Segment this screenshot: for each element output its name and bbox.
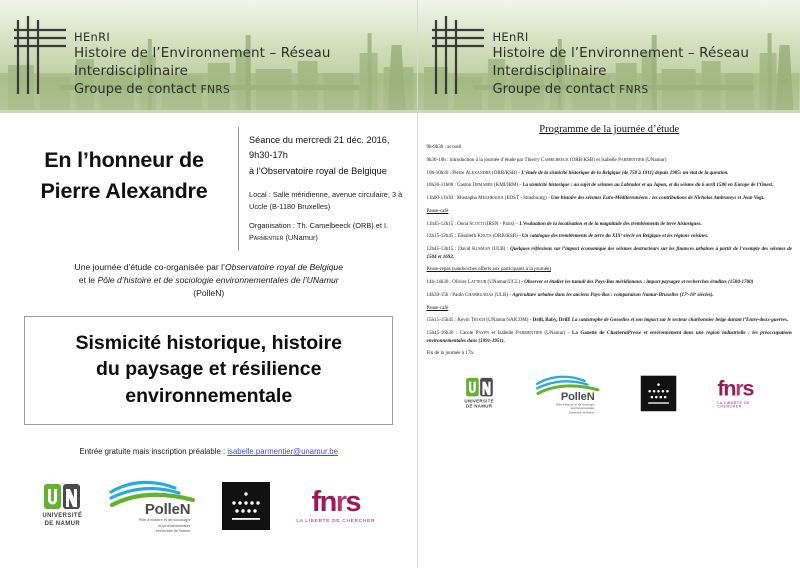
programme-plain: accueil xyxy=(447,144,462,150)
banner-right-line-2: Histoire de l’Environnement – Réseau Interdisciplinaire xyxy=(492,45,750,79)
programme-item xyxy=(426,246,792,261)
venue-info: Local : Salle méridienne, avenue circulaire, 3 à Uccle (B-1180 Bruxelles) xyxy=(249,190,403,211)
programme-time: 12h45-13h15 : xyxy=(426,246,459,252)
programme-mid: (ORB/KSB) - xyxy=(491,233,522,240)
programme-plain: Pierre xyxy=(452,169,466,176)
programme-time: 15h15-15h45 : xyxy=(426,317,458,324)
page-right xyxy=(417,0,800,568)
session-meta xyxy=(238,127,407,251)
registration-text: Entrée gratuite mais inscription préalable : xyxy=(79,447,228,457)
banner-right-line-3 xyxy=(492,81,794,98)
logo-bar-left xyxy=(0,476,417,534)
programme-italic: Une histoire des séismes Euro-Méditerranéens : les contributions de Nicholas Ambraseys et Jean Vogt. xyxy=(550,195,765,201)
programme-item xyxy=(426,279,792,287)
programme-item xyxy=(426,233,792,241)
pollen-wordmark: PolleN xyxy=(144,501,191,519)
programme-time: 11h45-12h15 : xyxy=(426,220,458,227)
logo-pollen-right xyxy=(536,372,600,415)
banner-line-3 xyxy=(74,81,411,98)
programme-sc1: Payen xyxy=(475,330,490,337)
programme-mid2: (UNamur) - xyxy=(542,330,573,337)
unamur-wordmark xyxy=(42,513,82,528)
programme-item xyxy=(426,195,792,203)
logo-fnrs-right xyxy=(718,378,754,408)
programme-bold: Drill, Baby, Drill! xyxy=(532,317,571,324)
banner-line-3-small: FNRS xyxy=(200,83,231,96)
programme-time: 9h30-10h : xyxy=(426,156,450,163)
session-line-3: à l’Observatoire royal de Belgique xyxy=(249,165,387,176)
programme-sc2: Parmentier xyxy=(515,330,542,337)
programme-break: Pause-repas (sandwiches offerts aux participants à la journée) xyxy=(426,266,551,273)
programme-mid: (UNamur/SAICOM) - xyxy=(485,317,533,324)
banner-rule-right xyxy=(418,110,800,113)
programme-break: Pause-café xyxy=(426,304,449,311)
programme-sc1: Scotti xyxy=(469,220,484,227)
banner-text-left xyxy=(74,30,411,98)
eu-stars-icon xyxy=(222,482,270,530)
fnrs-part-1: fn xyxy=(311,485,336,518)
banner-right-line-1: HEnRI xyxy=(492,30,529,44)
programme-tail: (UNamur) xyxy=(644,156,667,163)
programme-time: 10h30-11h00 : xyxy=(426,182,458,189)
programme-sc1: Charruadas xyxy=(465,291,494,298)
programme-item xyxy=(426,170,792,178)
fnrs-right-part-1: fn xyxy=(717,376,736,401)
programme-plain: Olivier xyxy=(452,279,468,286)
organisation-suffix: (UNamur) xyxy=(283,232,318,242)
fnrs-right-part-2: s xyxy=(742,376,754,401)
banner-left xyxy=(0,0,417,113)
banner-text-right xyxy=(492,30,794,98)
honour-line-2: Pierre Alexandre xyxy=(40,178,208,203)
session-details xyxy=(249,133,403,179)
henri-logo-mark-right xyxy=(430,8,486,98)
programme-title: Programme de la journée d’étude xyxy=(539,124,680,135)
unamur-icon-right xyxy=(466,377,494,397)
programme-mid: (ULB) : xyxy=(490,246,511,252)
banner-right-line-3-main: Groupe de contact xyxy=(492,81,620,97)
programme-italic: La catastrophe de Gosselies et son impact sur le secteur charbonnier belge durant l’Entre-deux-guerres. xyxy=(570,317,789,324)
event-title-box xyxy=(24,316,393,426)
pollen-subtitle xyxy=(108,518,190,534)
programme-italic2: (1891-1951). xyxy=(478,337,505,344)
event-title-line-2: du paysage et résilience xyxy=(96,358,322,381)
programme-time: 12h15-12h45 : xyxy=(426,233,458,240)
programme-mid: (IRSN - Paris) – xyxy=(483,220,520,227)
programme-mid: et Isabelle xyxy=(489,330,516,337)
programme-mid: (EOST - Strasbourg) - xyxy=(503,195,551,201)
programme-mid: (UNamur/UCL) - xyxy=(486,279,525,286)
pollen-subtitle-2: Université de Namur xyxy=(155,529,191,534)
co-organisers-note xyxy=(0,251,417,300)
logo-bar-right xyxy=(464,372,754,415)
programme-time: 14h-14h30 : xyxy=(426,279,453,286)
fnrs-wordmark-right xyxy=(718,378,754,399)
honour-line-1: En l’honneur de xyxy=(44,148,204,172)
programme-list xyxy=(418,144,800,358)
programme-break: Pause-café xyxy=(426,207,449,214)
programme-plain: Elisabeth xyxy=(457,233,478,240)
programme-time: 14h30-15h : xyxy=(426,291,453,298)
programme-mid: (ORB/KSB) - xyxy=(490,169,522,176)
eu-stars-icon-right xyxy=(641,376,677,412)
programme-italic: Quelques réflexions sur l’impact économique des séismes destructeurs sur les finances urbaines à partir de l’exemple des séismes de 1504 et 1692. xyxy=(426,246,792,260)
logo-pollen xyxy=(108,476,196,534)
henri-logo-mark xyxy=(12,8,68,98)
fnrs-part-2: s xyxy=(345,485,360,518)
programme-sc1: Camelbeeck xyxy=(540,156,569,163)
coorg-italic-1: Observatoire royal de Belgique xyxy=(224,262,343,273)
programme-item xyxy=(426,144,792,152)
banner-line-3-main: Groupe de contact xyxy=(74,81,201,97)
session-line-1: Séance du mercredi 21 déc. 2016, xyxy=(249,135,390,145)
coorg-line-3: (PolleN) xyxy=(193,288,225,299)
unamur-icon xyxy=(43,483,81,510)
banner-right-line-3-small: FNRS xyxy=(619,83,649,96)
programme-italic: L’évaluation de la localisation et de la magnitude des tremblements de terre historiques. xyxy=(519,220,702,227)
registration-line xyxy=(0,447,417,456)
programme-sc1: Demarée xyxy=(472,182,493,189)
programme-plain: Paulo xyxy=(452,291,466,298)
programme-item xyxy=(426,292,792,300)
programme-sc1: Knuts xyxy=(477,233,492,240)
programme-item xyxy=(426,330,792,345)
programme-italic: Presse et environnement dans une région industrielle : les préoccupations environnementales dans xyxy=(426,330,792,344)
fnrs-tagline: LA LIBERTÉ DE CHERCHER xyxy=(296,518,376,524)
programme-sc1: Kusman xyxy=(472,246,491,252)
honour-heading xyxy=(10,127,238,206)
banner-line-1: HEnRI xyxy=(74,30,111,44)
pollen-subtitle-right xyxy=(536,403,595,415)
coorg-line-1: Une journée d’étude co-organisée par l’ xyxy=(74,262,225,273)
session-line-2: 9h30-17h xyxy=(249,150,288,161)
organisation-info xyxy=(249,220,403,243)
event-title-line-1: Sismicité historique, histoire xyxy=(75,331,343,354)
programme-end-note: Fin de la journée à 17h. xyxy=(426,350,475,357)
programme-item xyxy=(426,157,792,165)
eu-stars-logo-right xyxy=(641,376,677,412)
programme-italic: Observer et étudier les tumuli des Pays-Bas méridionaux : impact paysager et recherches érudites (1500-1700) xyxy=(524,279,754,286)
programme-italic: Un catalogue des tremblements de terre du XIXᵉ siècle en Belgique et les régions voisines. xyxy=(521,233,709,240)
eu-stars-logo xyxy=(222,482,270,530)
programme-time: 9h-9h30 : xyxy=(426,144,448,150)
programme-sc1: Latteur xyxy=(467,279,487,286)
banner-line-2: Histoire de l’Environnement – Réseau Interdisciplinaire xyxy=(74,45,331,79)
organisation-prefix: Organisation : Th. Camelbeeck (ORB) et I. xyxy=(249,221,389,231)
pollen-subtitle-1: Pôle d’histoire et de sociologie environnementales xyxy=(138,518,191,528)
programme-item xyxy=(426,317,792,325)
programme-item xyxy=(426,221,792,229)
fnrs-right-part-r: r xyxy=(735,376,743,401)
programme-plain: Carole xyxy=(459,330,476,337)
programme-item xyxy=(426,182,792,190)
unamur-right-line-2: DE NAMUR xyxy=(466,404,493,409)
fnrs-part-r: r xyxy=(335,485,346,518)
programme-italic: L’étude de la sismicité historique de la Belgique (de 750 à 1911) depuis 1985: un état de la question. xyxy=(521,169,729,176)
programme-sc1: Alexandre xyxy=(465,169,491,176)
programme-mid: (KMI/IRM) - xyxy=(492,182,523,189)
unamur-right-line-1: UNIVERSITÉ xyxy=(464,399,495,404)
programme-plain: David xyxy=(458,246,473,252)
logo-unamur-right xyxy=(465,377,495,410)
fnrs-tagline-right: LA LIBERTÉ DE CHERCHER xyxy=(717,401,751,409)
programme-mid: (ULB) - xyxy=(493,291,513,298)
banner-right xyxy=(418,0,800,113)
programme-sc1: Meghraoui xyxy=(478,195,504,201)
pollen-right-sub-2: Université de Namur xyxy=(569,410,596,414)
programme-bold: La Gazette de Charleroi xyxy=(572,330,628,337)
event-title-line-3: environnementale xyxy=(125,384,293,407)
programme-time: 15h45-16h30 : xyxy=(426,330,460,337)
unamur-line-1: UNIVERSITÉ xyxy=(42,513,83,520)
coorg-line-2: et le xyxy=(78,275,98,286)
unamur-wordmark-right xyxy=(465,399,495,410)
programme-plain: Oona xyxy=(457,220,470,227)
registration-email-link[interactable]: isabelle.parmentier@unamur.be xyxy=(227,447,338,457)
programme-time: 10h-10h30 : xyxy=(426,169,453,176)
programme-plain: introduction à la journée d’étude par Thierry xyxy=(449,156,541,163)
programme-mid: (ORB/KSB) et Isabelle xyxy=(568,156,619,163)
coorg-italic-2: Pôle d’histoire et de sociologie environnementales de l’UNamur xyxy=(97,275,339,286)
programme-sc1: Troch xyxy=(470,317,486,324)
programme-sc2: Parmentier xyxy=(618,156,645,163)
programme-plain: Kevin xyxy=(457,317,471,324)
pollen-right-sub-1: Pôle d’histoire et de sociologie environnementales xyxy=(556,403,596,410)
programme-plain: Mustapha xyxy=(456,195,479,201)
organisation-name: Parmentier xyxy=(249,232,284,242)
programme-time: 11h00-11h30 : xyxy=(426,195,457,201)
honour-and-meta xyxy=(0,113,417,251)
pollen-wordmark-right: PolleN xyxy=(561,390,596,404)
banner-rule xyxy=(0,110,417,113)
programme-plain: Gaston xyxy=(457,182,473,189)
fnrs-wordmark xyxy=(311,485,360,518)
logo-unamur xyxy=(42,483,82,528)
unamur-line-2: DE NAMUR xyxy=(44,520,81,527)
logo-fnrs xyxy=(296,485,376,524)
programme-italic: La sismicité historique : au sujet de séismes au Labrador et au Japon, et du séisme du 6 avril 1580 en Europe de l’Ouest. xyxy=(522,182,774,189)
programme-italic: Agriculture urbaine dans les anciens Pays-Bas : comparaison Namur-Bruxelles (17ᵉ-18ᵉ siècles). xyxy=(512,291,714,298)
